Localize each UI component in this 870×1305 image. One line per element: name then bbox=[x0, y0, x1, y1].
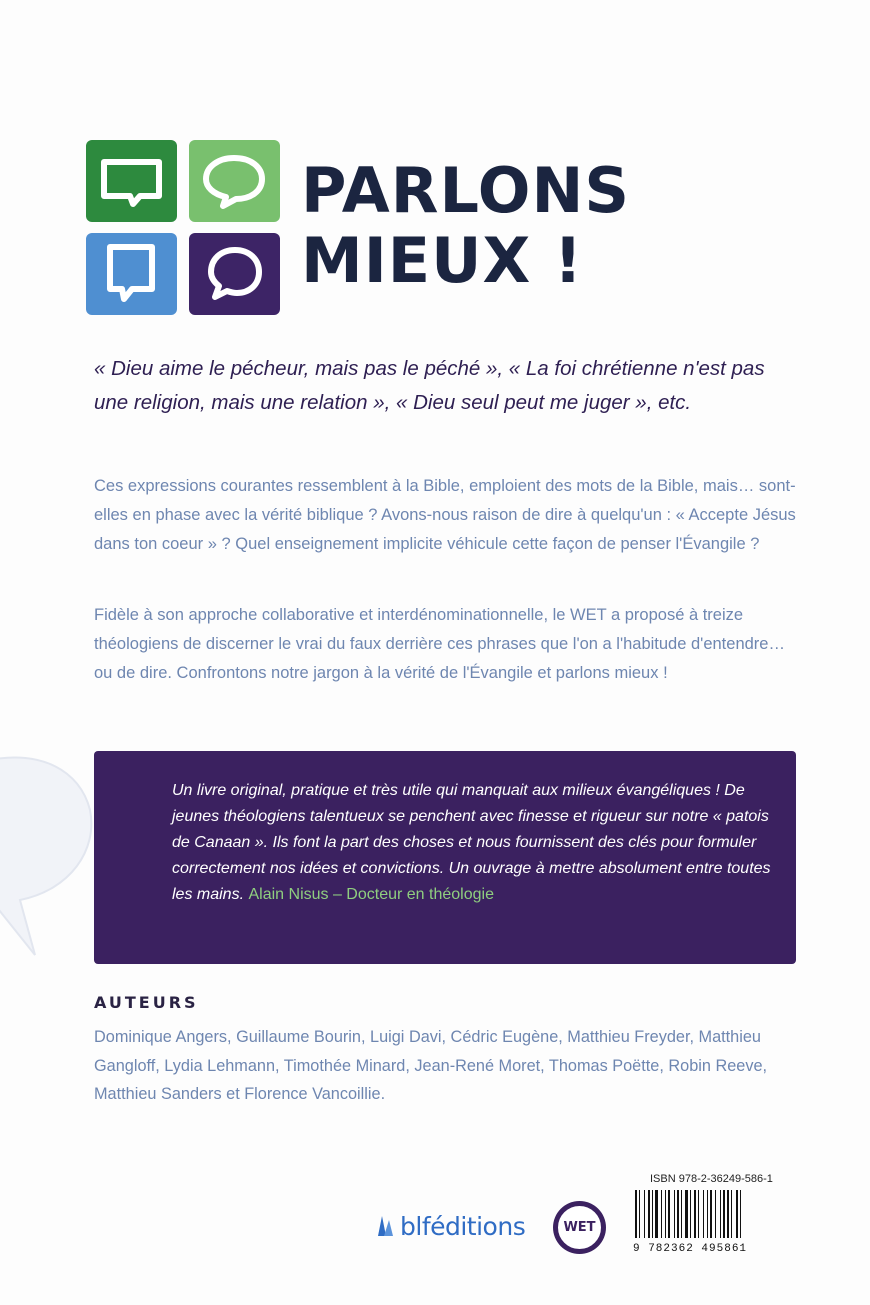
title-line-2: MIEUX ! bbox=[301, 224, 584, 297]
isbn-label: ISBN 978-2-36249-586-1 bbox=[650, 1173, 773, 1185]
barcode-digits: 9 782362 495861 bbox=[633, 1243, 748, 1255]
wet-logo-inner bbox=[558, 1206, 601, 1249]
authors-heading: AUTEURS bbox=[94, 993, 199, 1012]
review-quote bbox=[172, 778, 772, 908]
publisher-name: blféditions bbox=[400, 1212, 526, 1241]
green-square bbox=[86, 140, 177, 222]
round-speech-bubble-icon bbox=[189, 140, 280, 222]
speech-bubbles-logo bbox=[86, 140, 281, 318]
title-line-1: PARLONS bbox=[301, 154, 631, 227]
blue-square bbox=[86, 233, 177, 315]
intro-quote: « Dieu aime le pécheur, mais pas le péché », « La foi chrétienne n'est pas une religion, mais une relation », « Dieu seul peut me juger », etc. bbox=[94, 357, 765, 414]
book-pages-icon bbox=[376, 1212, 398, 1238]
review-author: Alain Nisus – Docteur en théologie bbox=[248, 886, 494, 903]
wet-logo bbox=[553, 1201, 606, 1254]
square-speech-bubble-icon bbox=[86, 233, 177, 315]
light-green-square bbox=[189, 140, 280, 222]
barcode bbox=[633, 1190, 783, 1240]
review-body: Un livre original, pratique et très utile qui manquait aux milieux évangéliques ! De jeunes théologiens talentueux se penchent avec finesse et rigueur sur notre « patois de Canaan ». Ils font la part des choses et nous fournissent des clés pour formuler correctement nos idées et convictions. Un ouvrage à mettre absolument entre toutes les mains. bbox=[172, 782, 771, 903]
book-title bbox=[301, 156, 781, 296]
description-paragraph-2: Fidèle à son approche collaborative et interdénominationnelle, le WET a proposé à treize théologiens de discerner le vrai du faux derrière ces phrases que l'on a l'habitude d'entendre… ou de dire. Confrontons notre jargon à la vérité de l'Évangile et parlons mieux ! bbox=[94, 606, 785, 682]
wet-logo-text: WET bbox=[563, 1220, 596, 1235]
oval-speech-bubble-icon bbox=[189, 233, 280, 315]
description-paragraph-1: Ces expressions courantes ressemblent à la Bible, emploient des mots de la Bible, mais… sont-elles en phase avec la vérité biblique ? Avons-nous raison de dire à quelqu'un : « Accepte Jésus dans ton coeur » ? Quel enseignement implicite véhicule cette façon de penser l'Évangile ? bbox=[94, 477, 796, 553]
rectangle-speech-bubble-icon bbox=[86, 140, 177, 222]
authors-list: Dominique Angers, Guillaume Bourin, Luigi Davi, Cédric Eugène, Matthieu Freyder, Matthieu Gangloff, Lydia Lehmann, Timothée Minard, Jean-René Moret, Thomas Poëtte, Robin Reeve, Matthieu Sanders et Florence Vancoillie. bbox=[94, 1028, 768, 1103]
review-box bbox=[94, 751, 796, 964]
purple-square bbox=[189, 233, 280, 315]
